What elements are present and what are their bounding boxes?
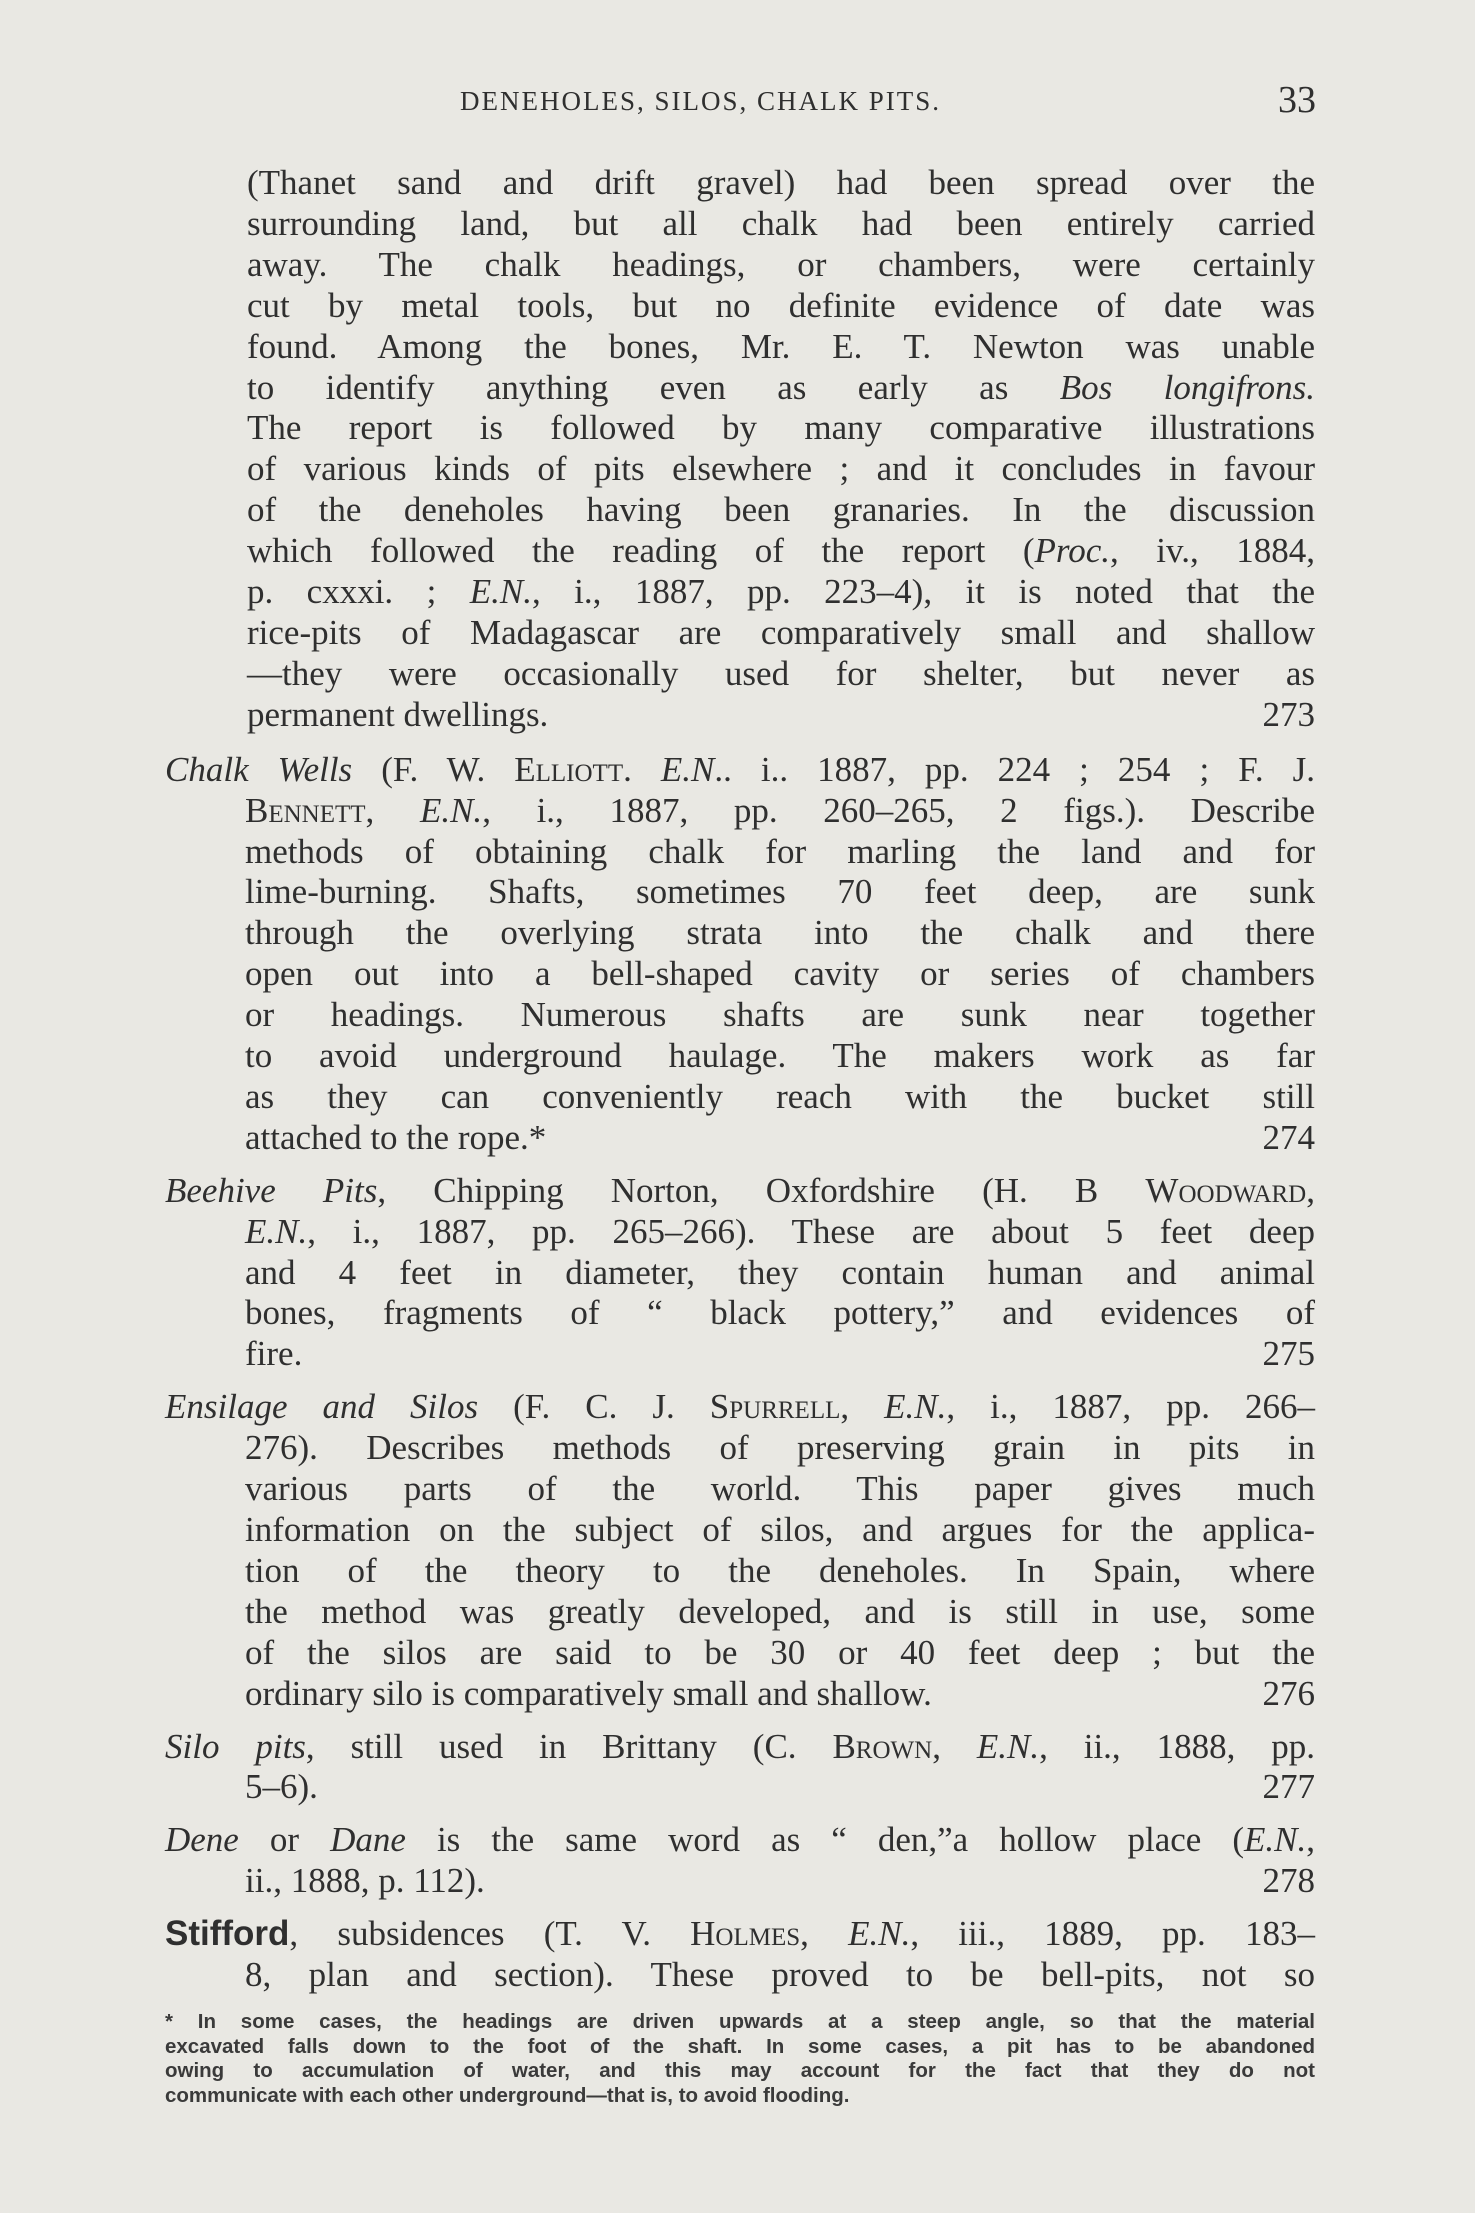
entry-title: Dene — [165, 1820, 239, 1860]
text-line: 5–6). 277 — [245, 1767, 1315, 1807]
text-line: of the deneholes having been granaries. In the discussion — [247, 490, 1315, 530]
entry-title: Beehive Pits — [165, 1170, 378, 1210]
running-header — [0, 78, 1475, 128]
text-line: tion of the theory to the deneholes. In Spain, where — [245, 1550, 1315, 1590]
entry-silo-pits — [165, 1727, 1315, 1809]
text-line: Bennett, E.N., i., 1887, pp. 260–265, 2 figs.). Describe — [245, 790, 1315, 830]
text-line: as they can conveniently reach with the bucket still — [245, 1076, 1315, 1116]
footnote-line: excavated falls down to the foot of the shaft. In some cases, a pit has to be abandoned — [165, 2034, 1315, 2058]
text-line: ii., 1888, p. 112). 278 — [245, 1861, 1315, 1901]
text-line: 8, plan and section). These proved to be bell-pits, not so — [245, 1955, 1315, 1995]
entry-first-line: Beehive Pits, Chipping Norton, Oxfordshire (H. B Woodward, — [165, 1170, 1315, 1210]
entry-first-line: Dene or Dane is the same word as “ den,”a hollow place (E.N., — [165, 1820, 1316, 1860]
text-line: information on the subject of silos, and argues for the applica- — [245, 1510, 1315, 1549]
continuation-paragraph — [165, 163, 1315, 736]
entry-first-line: Stifford, subsidences (T. V. Holmes, E.N., iii., 1889, pp. 183– — [165, 1914, 1315, 1954]
text-line: surrounding land, but all chalk had been entirely carried — [247, 203, 1315, 243]
text-line: found. Among the bones, Mr. E. T. Newton was unable — [247, 326, 1315, 366]
text-line: methods of obtaining chalk for marling the land and for — [245, 831, 1315, 871]
text-line: away. The chalk headings, or chambers, were certainly — [247, 244, 1315, 284]
text-line: p. cxxxi. ; E.N., i., 1887, pp. 223–4), it is noted that the — [247, 572, 1315, 612]
text-line: to identify anything even as early as Bos longifrons. — [247, 367, 1315, 407]
footnote — [165, 2010, 1315, 2108]
entry-number: 277 — [1262, 1767, 1315, 1807]
entry-ensilage-and-silos — [165, 1387, 1315, 1714]
text-line: 276). Describes methods of preserving grain in pits in — [245, 1428, 1315, 1468]
running-title: DENEHOLES, SILOS, CHALK PITS. — [460, 86, 942, 116]
text-line: bones, fragments of “ black pottery,” and evidences of — [245, 1293, 1315, 1333]
footnote-line: owing to accumulation of water, and this may account for the fact that they do not — [165, 2059, 1315, 2082]
text-line: cut by metal tools, but no definite evidence of date was — [247, 285, 1315, 325]
text-line: which followed the reading of the report (Proc., iv., 1884, — [247, 531, 1316, 571]
text-line: to avoid underground haulage. The makers work as far — [245, 1036, 1315, 1076]
entry-number: 273 — [1262, 694, 1315, 734]
text-line: fire. 275 — [245, 1334, 1315, 1374]
entry-chalk-wells — [165, 750, 1315, 1159]
entry-title: Chalk Wells — [165, 749, 353, 789]
entry-first-line: Chalk Wells (F. W. Elliott. E.N.. i.. 1887, pp. 224 ; 254 ; F. J. — [165, 749, 1315, 789]
entry-dene — [165, 1820, 1315, 1902]
text-line: of the silos are said to be 30 or 40 feet deep ; but the — [245, 1632, 1315, 1672]
entry-stifford — [165, 1914, 1315, 1996]
footnote-line: * In some cases, the headings are driven upwards at a steep angle, so that the material — [165, 2010, 1315, 2033]
entry-number: 274 — [1262, 1117, 1315, 1157]
entry-number: 278 — [1262, 1861, 1315, 1901]
text-line: rice-pits of Madagascar are comparatively small and shallow — [247, 612, 1315, 652]
text-line: of various kinds of pits elsewhere ; and it concludes in favour — [247, 449, 1315, 489]
text-line: the method was greatly developed, and is still in use, some — [245, 1591, 1315, 1631]
text-line: various parts of the world. This paper gives much — [245, 1469, 1315, 1509]
entry-title: Stifford — [165, 1914, 290, 1954]
text-line: and 4 feet in diameter, they contain human and animal — [245, 1252, 1315, 1292]
text-line: (Thanet sand and drift gravel) had been spread over the — [247, 163, 1315, 202]
text-line: open out into a bell-shaped cavity or series of chambers — [245, 954, 1315, 994]
text-line: through the overlying strata into the chalk and there — [245, 913, 1315, 953]
species-name: Bos longifrons. — [1059, 367, 1315, 407]
text-line: lime-burning. Shafts, sometimes 70 feet deep, are sunk — [245, 872, 1315, 912]
text-line: —they were occasionally used for shelter, but never as — [247, 653, 1315, 693]
text-line: ordinary silo is comparatively small and shallow. 276 — [245, 1673, 1315, 1713]
page-number: 33 — [1278, 79, 1316, 121]
text-line: The report is followed by many comparative illustrations — [247, 408, 1315, 448]
entry-first-line: Silo pits, still used in Brittany (C. Brown, E.N., ii., 1888, pp. — [165, 1726, 1315, 1766]
footnote-line: communicate with each other underground—that is, to avoid flooding. — [165, 2083, 850, 2107]
text-line: permanent dwellings. 273 — [247, 694, 1315, 734]
entry-number: 276 — [1262, 1673, 1315, 1713]
entry-first-line: Ensilage and Silos (F. C. J. Spurrell, E.N., i., 1887, pp. 266– — [165, 1387, 1315, 1427]
text-line: E.N., i., 1887, pp. 265–266). These are about 5 feet deep — [245, 1211, 1315, 1251]
text-line: or headings. Numerous shafts are sunk near together — [245, 995, 1315, 1035]
entry-beehive-pits — [165, 1171, 1315, 1376]
entry-title: Ensilage and Silos — [165, 1387, 479, 1427]
entry-title: Silo pits — [165, 1726, 306, 1766]
text-line: attached to the rope.* 274 — [245, 1117, 1315, 1157]
entry-number: 275 — [1262, 1334, 1315, 1374]
page-body — [165, 163, 1315, 2008]
